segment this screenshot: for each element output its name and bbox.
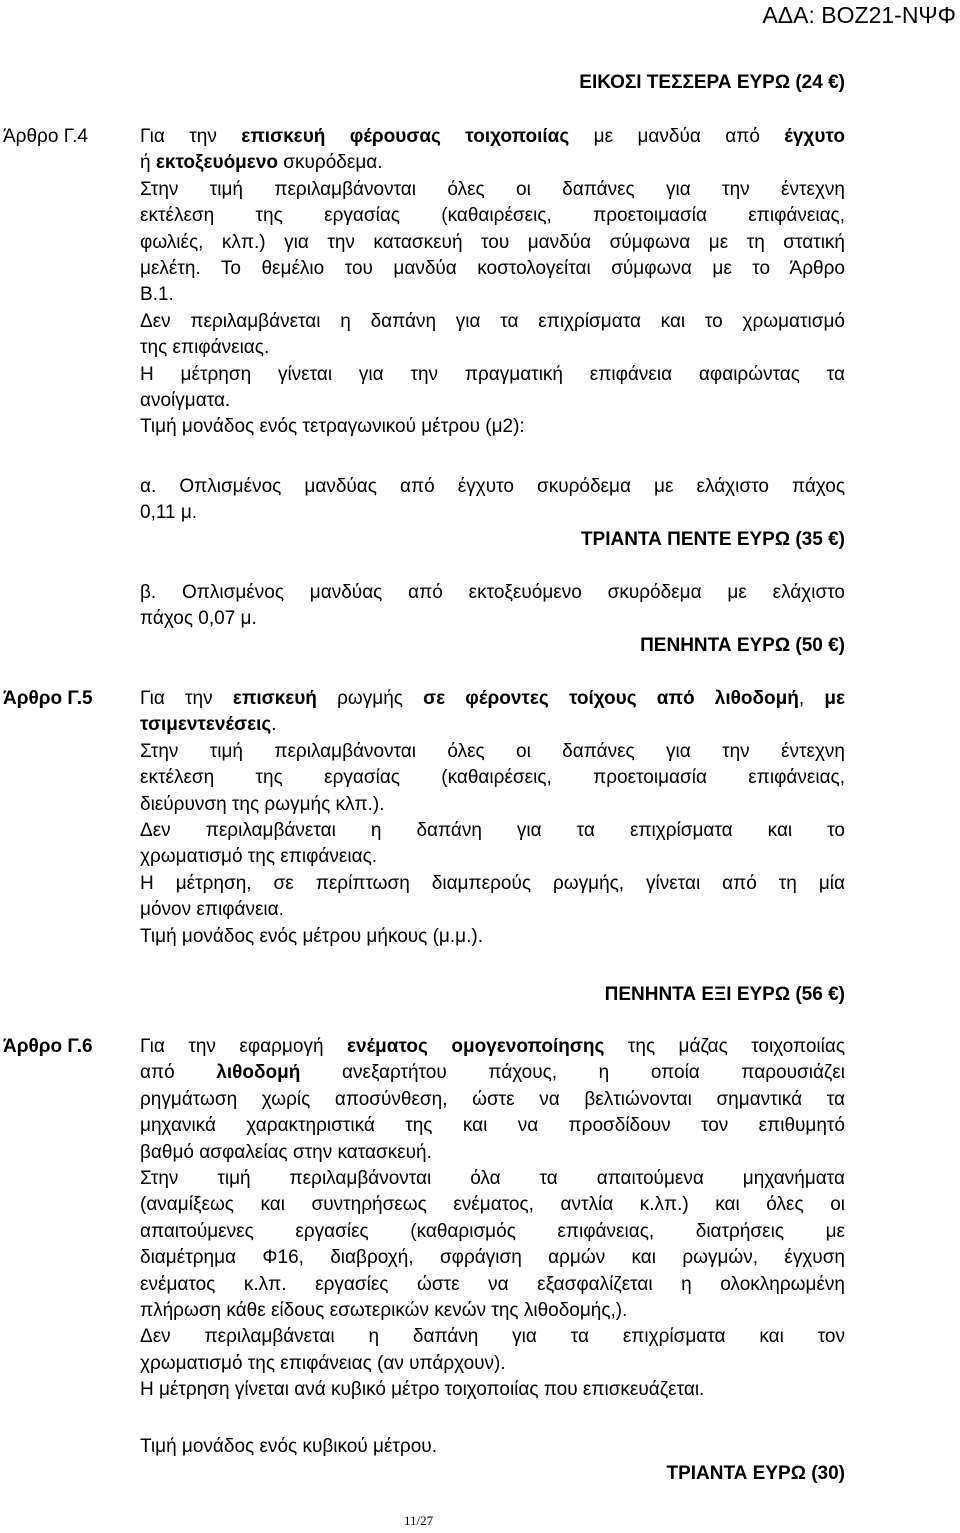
- text-line: Για την επισκευή ρωγμής σε φέροντες τοίχους από λιθοδομή, με: [140, 688, 845, 709]
- text-line: β. Οπλισμένος μανδύας από εκτοξευόμενο σκυρόδεμα με ελάχιστο: [140, 582, 845, 603]
- text-line: ανοίγματα.: [140, 390, 231, 412]
- text-line: εκτέλεση της εργασίας (καθαιρέσεις, προετοιμασία επιφάνειας,: [140, 767, 845, 789]
- text-line: Στην τιμή περιλαμβάνονται όλα τα απαιτούμενα μηχανήματα: [140, 1168, 845, 1190]
- text-line: Για την εφαρμογή ενέματος ομογενοποίησης της μάζας τοιχοποιίας: [140, 1036, 845, 1057]
- text-line: (αναμίξεως και συντηρήσεως ενέματος, αντλία κ.λπ.) και όλες οι: [140, 1194, 845, 1216]
- text-line: εκτέλεση της εργασίας (καθαιρέσεις, προετοιμασία επιφάνειας,: [140, 205, 845, 227]
- text-line: της επιφάνειας.: [140, 337, 270, 359]
- option-b: [140, 580, 845, 633]
- text-line: πλήρωση κάθε είδους εσωτερικών κενών της λιθοδομής,).: [140, 1300, 628, 1322]
- text-line: απαιτούμενες εργασίες (καθαρισμός επιφάνειας, διατρήσεις με: [140, 1220, 845, 1242]
- text-line: μελέτη. Το θεμέλιο του μανδύα κοστολογείται σύμφωνα με το Άρθρο: [140, 258, 845, 280]
- text-line: 0,11 μ.: [140, 502, 198, 524]
- text-line: Για την επισκευή φέρουσας τοιχοποιίας με μανδύα από έγχυτο: [140, 126, 845, 147]
- price-line-56: ΠΕΝΗΝΤΑ ΕΞΙ ΕΥΡΩ (56 €): [604, 984, 845, 1005]
- price-line-50: ΠΕΝΗΝΤΑ ΕΥΡΩ (50 €): [640, 635, 845, 656]
- text-line: μόνον επιφάνεια.: [140, 899, 284, 921]
- text-line: Β.1.: [140, 284, 174, 306]
- text-line: Η μέτρηση γίνεται ανά κυβικό μέτρο τοιχοποιίας που επισκευάζεται.: [140, 1379, 705, 1401]
- text-line: Δεν περιλαμβάνεται η δαπάνη για τα επιχρίσματα και το: [140, 820, 845, 842]
- page-number: 11/27: [404, 1513, 434, 1528]
- text-line: Δεν περιλαμβάνεται η δαπάνη για τα επιχρίσματα και το χρωματισμό: [140, 310, 845, 332]
- text-line: από λιθοδομή ανεξαρτήτου πάχους, η οποία παρουσιάζει: [140, 1062, 845, 1084]
- text-line: ρηγμάτωση χωρίς αποσύνθεση, ώστε να βελτιώνονται σημαντικά τα: [140, 1088, 845, 1110]
- document-code: ΑΔΑ: ΒΟΖ21-ΝΨΦ: [762, 2, 956, 28]
- article-label-g4: Άρθρο Γ.4: [3, 126, 88, 147]
- article-label-g6: Άρθρο Γ.6: [3, 1036, 93, 1057]
- text-line: διεύρυνση της ρωγμής κλπ.).: [140, 793, 385, 815]
- text-line: φωλιές, κλπ.) για την κατασκευή του μανδύα σύμφωνα με τη στατική: [140, 231, 845, 253]
- article-g6-body: [140, 1034, 845, 1404]
- text-line: μηχανικά χαρακτηριστικά της και να προσδίδουν τον επιθυμητό: [140, 1115, 845, 1137]
- text-line: χρωματισμό της επιφάνειας.: [140, 846, 378, 868]
- text-line: Στην τιμή περιλαμβάνονται όλες οι δαπάνες για την έντεχνη: [140, 178, 845, 200]
- text-line: Τιμή μονάδος ενός κυβικού μέτρου.: [140, 1436, 437, 1457]
- text-line: τσιμεντενέσεις.: [140, 714, 277, 736]
- text-line: Τιμή μονάδος ενός μέτρου μήκους (μ.μ.).: [140, 925, 483, 947]
- text-line: Η μέτρηση, σε περίπτωση διαμπερούς ρωγμής, γίνεται από τη μία: [140, 872, 845, 894]
- text-line: βαθμό ασφαλείας στην κατασκευή.: [140, 1141, 432, 1163]
- price-line-30: ΤΡΙΑΝΤΑ ΕΥΡΩ (30): [666, 1463, 845, 1484]
- option-a: [140, 474, 845, 527]
- text-line: Δεν περιλαμβάνεται η δαπάνη για τα επιχρίσματα και τον: [140, 1326, 845, 1348]
- text-line: Η μέτρηση γίνεται για την πραγματική επιφάνεια αφαιρώντας τα: [140, 363, 845, 385]
- text-line: διαμέτρημα Φ16, διαβροχή, σφράγιση αρμών και ρωγμών, έγχυση: [140, 1247, 845, 1269]
- article-g6-unit: [140, 1434, 845, 1460]
- text-line: Τιμή μονάδος ενός τετραγωνικού μέτρου (μ2):: [140, 416, 525, 438]
- article-g4-body: [140, 124, 845, 441]
- text-line: α. Οπλισμένος μανδύας από έγχυτο σκυρόδεμα με ελάχιστο πάχος: [140, 476, 845, 497]
- text-line: χρωματισμό της επιφάνειας (αν υπάρχουν).: [140, 1352, 506, 1374]
- price-line-24: ΕΙΚΟΣΙ ΤΕΣΣΕΡΑ ΕΥΡΩ (24 €): [579, 72, 845, 93]
- article-label-g5: Άρθρο Γ.5: [3, 688, 93, 709]
- text-line: ή εκτοξευόμενο σκυρόδεμα.: [140, 152, 383, 174]
- text-line: ενέματος κ.λπ. εργασίες ώστε να εξασφαλίζεται η ολοκληρωμένη: [140, 1273, 845, 1295]
- text-line: Στην τιμή περιλαμβάνονται όλες οι δαπάνες για την έντεχνη: [140, 740, 845, 762]
- article-g5-body: [140, 686, 845, 950]
- price-line-35: ΤΡΙΑΝΤΑ ΠΕΝΤΕ ΕΥΡΩ (35 €): [580, 529, 845, 550]
- text-line: πάχος 0,07 μ.: [140, 608, 257, 630]
